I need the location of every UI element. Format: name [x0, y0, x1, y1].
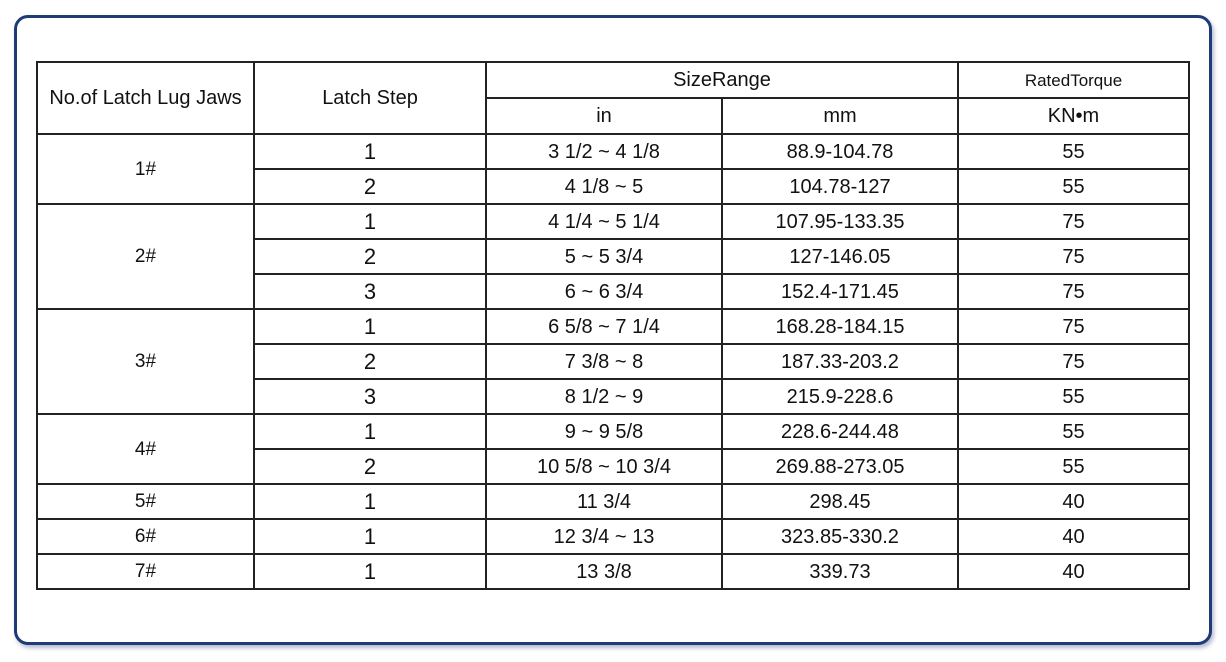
mm-range-cell: 127-146.05	[722, 239, 958, 274]
torque-cell: 55	[958, 414, 1189, 449]
jaw-cell: 2#	[37, 204, 254, 309]
torque-cell: 75	[958, 309, 1189, 344]
jaw-cell: 5#	[37, 484, 254, 519]
table-row	[37, 484, 1189, 519]
inch-range-cell: 4 1/8 ~ 5	[486, 169, 722, 204]
mm-range-cell: 228.6-244.48	[722, 414, 958, 449]
step-cell: 2	[254, 239, 486, 274]
torque-cell: 75	[958, 239, 1189, 274]
header-torque-unit: KN•m	[958, 98, 1189, 134]
torque-cell: 55	[958, 134, 1189, 169]
torque-cell: 75	[958, 274, 1189, 309]
table-row	[37, 519, 1189, 554]
torque-cell: 55	[958, 379, 1189, 414]
inch-range-cell: 10 5/8 ~ 10 3/4	[486, 449, 722, 484]
inch-range-cell: 6 ~ 6 3/4	[486, 274, 722, 309]
inch-range-cell: 8 1/2 ~ 9	[486, 379, 722, 414]
step-cell: 1	[254, 554, 486, 589]
torque-cell: 40	[958, 484, 1189, 519]
mm-range-cell: 88.9-104.78	[722, 134, 958, 169]
torque-cell: 55	[958, 449, 1189, 484]
step-cell: 1	[254, 414, 486, 449]
inch-range-cell: 12 3/4 ~ 13	[486, 519, 722, 554]
mm-range-cell: 215.9-228.6	[722, 379, 958, 414]
step-cell: 2	[254, 169, 486, 204]
step-cell: 3	[254, 379, 486, 414]
table-body	[37, 134, 1189, 589]
step-cell: 1	[254, 484, 486, 519]
inch-range-cell: 13 3/8	[486, 554, 722, 589]
step-cell: 1	[254, 309, 486, 344]
inch-range-cell: 11 3/4	[486, 484, 722, 519]
step-cell: 1	[254, 134, 486, 169]
jaw-cell: 6#	[37, 519, 254, 554]
mm-range-cell: 152.4-171.45	[722, 274, 958, 309]
header-latch-step: Latch Step	[254, 62, 486, 134]
torque-cell: 40	[958, 519, 1189, 554]
inch-range-cell: 9 ~ 9 5/8	[486, 414, 722, 449]
step-cell: 1	[254, 519, 486, 554]
mm-range-cell: 323.85-330.2	[722, 519, 958, 554]
header-size-range: SizeRange	[486, 62, 958, 98]
inch-range-cell: 6 5/8 ~ 7 1/4	[486, 309, 722, 344]
latch-spec-table	[36, 61, 1190, 590]
mm-range-cell: 107.95-133.35	[722, 204, 958, 239]
table-row	[37, 309, 1189, 344]
header-rated-torque: RatedTorque	[958, 62, 1189, 98]
step-cell: 2	[254, 344, 486, 379]
header-mm: mm	[722, 98, 958, 134]
mm-range-cell: 339.73	[722, 554, 958, 589]
torque-cell: 40	[958, 554, 1189, 589]
table-row	[37, 554, 1189, 589]
inch-range-cell: 3 1/2 ~ 4 1/8	[486, 134, 722, 169]
mm-range-cell: 269.88-273.05	[722, 449, 958, 484]
jaw-cell: 1#	[37, 134, 254, 204]
header-in: in	[486, 98, 722, 134]
inch-range-cell: 4 1/4 ~ 5 1/4	[486, 204, 722, 239]
table-row	[37, 204, 1189, 239]
jaw-cell: 3#	[37, 309, 254, 414]
mm-range-cell: 168.28-184.15	[722, 309, 958, 344]
step-cell: 1	[254, 204, 486, 239]
inch-range-cell: 7 3/8 ~ 8	[486, 344, 722, 379]
mm-range-cell: 298.45	[722, 484, 958, 519]
header-latch-lug-jaws: No.of Latch Lug Jaws	[37, 62, 254, 134]
table-row	[37, 414, 1189, 449]
step-cell: 2	[254, 449, 486, 484]
table-row	[37, 134, 1189, 169]
torque-cell: 55	[958, 169, 1189, 204]
torque-cell: 75	[958, 204, 1189, 239]
jaw-cell: 7#	[37, 554, 254, 589]
mm-range-cell: 104.78-127	[722, 169, 958, 204]
torque-cell: 75	[958, 344, 1189, 379]
jaw-cell: 4#	[37, 414, 254, 484]
inch-range-cell: 5 ~ 5 3/4	[486, 239, 722, 274]
step-cell: 3	[254, 274, 486, 309]
mm-range-cell: 187.33-203.2	[722, 344, 958, 379]
